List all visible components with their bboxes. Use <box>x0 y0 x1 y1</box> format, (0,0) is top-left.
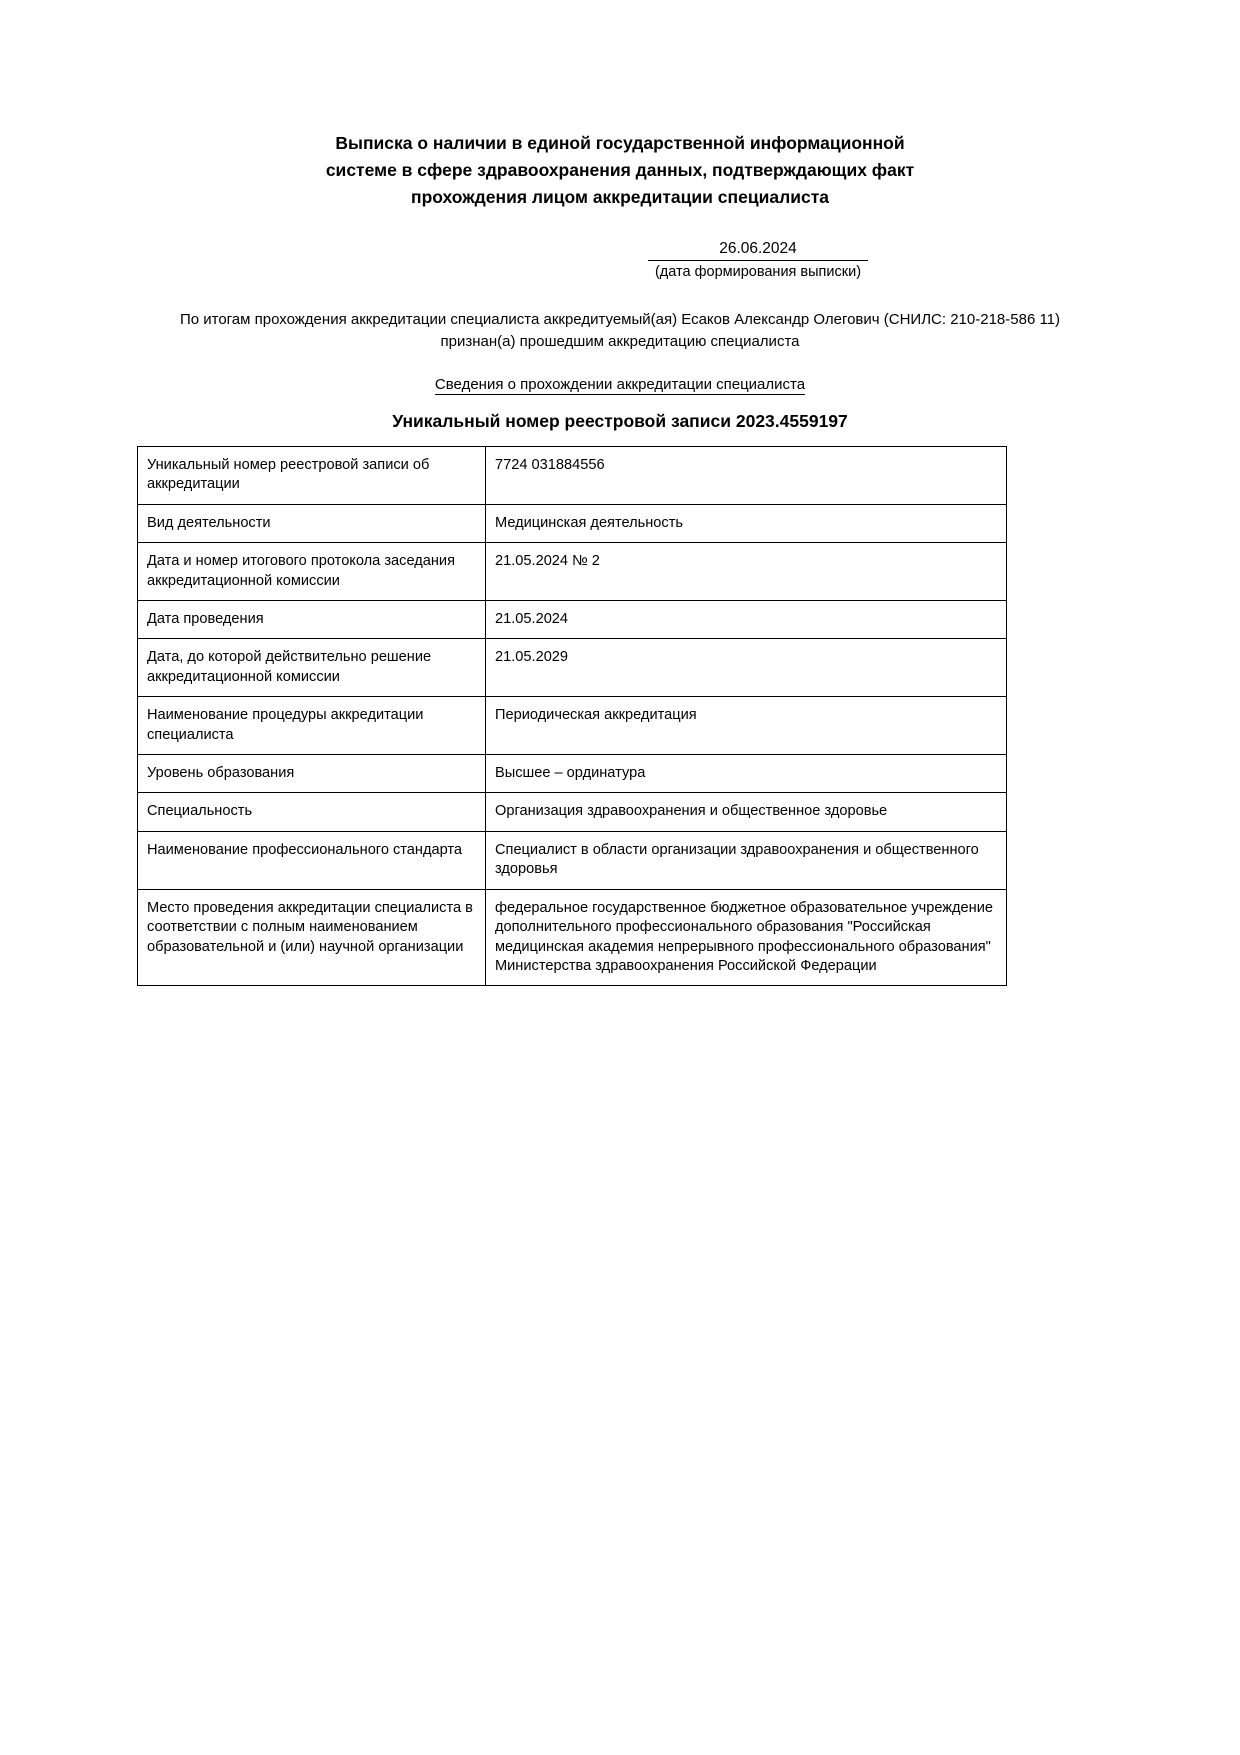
table-cell-label: Уровень образования <box>138 755 486 793</box>
table-cell-value: Организация здравоохранения и общественное здоровье <box>486 793 1007 831</box>
formation-date-value: 26.06.2024 <box>648 240 868 261</box>
record-number-heading: Уникальный номер реестровой записи 2023.4559197 <box>392 411 848 431</box>
table-cell-label: Уникальный номер реестровой записи об аккредитации <box>138 447 486 505</box>
table-row <box>138 755 1007 793</box>
intro-line-2: признан(а) прошедшим аккредитацию специалиста <box>440 332 800 350</box>
table-cell-label: Дата, до которой действительно решение аккредитационной комиссии <box>138 639 486 697</box>
table-cell-label: Наименование процедуры аккредитации специалиста <box>138 697 486 755</box>
table-row <box>138 639 1007 697</box>
table-cell-label: Дата и номер итогового протокола заседания аккредитационной комиссии <box>138 543 486 601</box>
document-title <box>300 0 940 211</box>
table-row <box>138 504 1007 542</box>
table-cell-value: Высшее – ординатура <box>486 755 1007 793</box>
document-title-line-3: прохождения лицом аккредитации специалиста <box>411 187 829 208</box>
table-cell-label: Дата проведения <box>138 601 486 639</box>
table-row <box>138 889 1007 986</box>
table-cell-value: федеральное государственное бюджетное образовательное учреждение дополнительного профессионального образования "Российская медицинская академия непрерывного профессионального образования" Министерства здравоохранения Российской Федерации <box>486 889 1007 986</box>
table-cell-label: Наименование профессионального стандарта <box>138 831 486 889</box>
table-cell-label: Вид деятельности <box>138 504 486 542</box>
table-cell-label: Место проведения аккредитации специалиста в соответствии с полным наименованием образовательной и (или) научной организации <box>138 889 486 986</box>
intro-paragraph <box>0 309 1240 353</box>
document-title-line-2: системе в сфере здравоохранения данных, подтверждающих факт <box>325 160 915 181</box>
table-row <box>138 447 1007 505</box>
table-row <box>138 697 1007 755</box>
table-row <box>138 831 1007 889</box>
section-heading-text: Сведения о прохождении аккредитации специалиста <box>434 376 806 393</box>
table-cell-label: Специальность <box>138 793 486 831</box>
table-cell-value: Периодическая аккредитация <box>486 697 1007 755</box>
table-row <box>138 543 1007 601</box>
table-cell-value: Специалист в области организации здравоохранения и общественного здоровья <box>486 831 1007 889</box>
table-row <box>138 601 1007 639</box>
table-cell-value: 21.05.2024 № 2 <box>486 543 1007 601</box>
table-cell-value: Медицинская деятельность <box>486 504 1007 542</box>
intro-line-1: По итогам прохождения аккредитации специалиста аккредитуемый(ая) Есаков Александр Олегович (СНИЛС: 210-218-586 11) <box>179 311 1061 328</box>
table-cell-value: 7724 031884556 <box>486 447 1007 505</box>
formation-date-caption: (дата формирования выписки) <box>654 264 862 280</box>
formation-date-block <box>648 240 868 280</box>
document-title-line-1: Выписка о наличии в единой государственной информационной <box>335 133 905 153</box>
section-heading <box>0 376 1240 393</box>
accreditation-details-table <box>137 446 1007 986</box>
table-cell-value: 21.05.2024 <box>486 601 1007 639</box>
table-cell-value: 21.05.2029 <box>486 639 1007 697</box>
table-row <box>138 793 1007 831</box>
